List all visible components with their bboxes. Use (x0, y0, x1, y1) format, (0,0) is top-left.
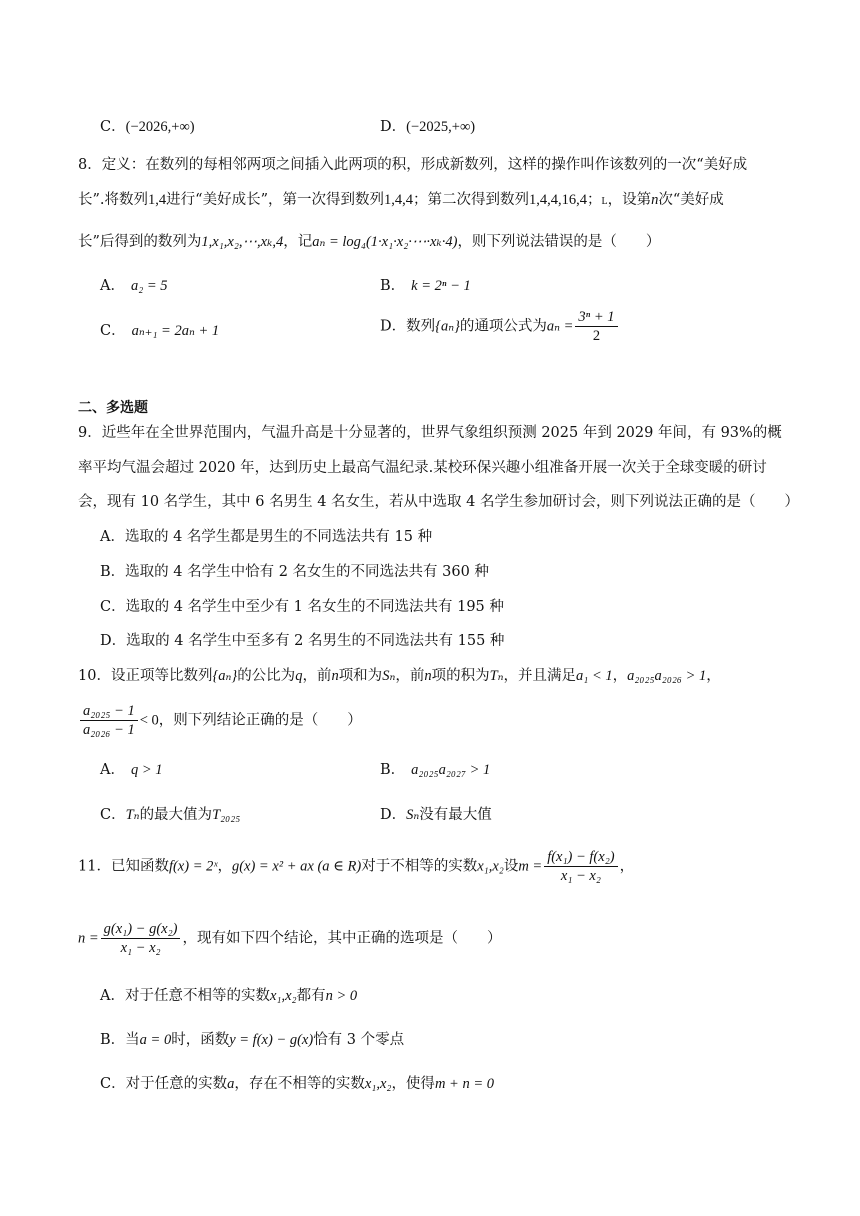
q10-option-d-math: Sₙ (406, 807, 420, 823)
q11-text: 对于不相等的实数 (361, 858, 478, 875)
q11-option-c-math: m + n = 0 (434, 1076, 494, 1092)
q10-text: ，前 (302, 668, 332, 684)
q8-option-d-math: aₙ = (546, 318, 574, 335)
q11-option-c-math: x₁,x₂ (364, 1076, 392, 1092)
q9-line-1: 9．近些年在全世界范围内，气温升高是十分显著的，世界气象组织预测 2025 年到 2029 年间，有 93%的概 (78, 425, 782, 441)
q11-line-1 (78, 848, 634, 885)
q10-text: 的公比为 (237, 668, 296, 684)
q10-text: ， (706, 668, 721, 684)
q11-option-a (100, 986, 357, 1006)
q8-text: ，记 (283, 234, 313, 250)
q10-line-2 (78, 702, 362, 739)
q10-text: ，前 (395, 668, 425, 684)
q8-option-a (100, 276, 168, 296)
q10-text: ， (612, 668, 628, 684)
q11-line-2 (78, 920, 501, 957)
q11-option-b-text: 时，函数 (171, 1032, 230, 1048)
q10-math: {aₙ} (212, 668, 238, 684)
q7-option-c-math: (−2026,+∞) (125, 119, 195, 135)
q10-option-a-math: q > 1 (130, 762, 163, 778)
q9-line-2: 率平均气温会超过 2020 年，达到历史上最高气温纪录.某校环保兴趣小组准备开展一次关于全球变暖的研讨 (78, 460, 767, 476)
q10-text: ，则下列结论正确的是（ ） (158, 712, 362, 729)
q11-option-b-math: y = f(x) − g(x) (229, 1032, 314, 1048)
fraction-denominator: x₁ − x₂ (120, 940, 161, 956)
q10-math: Tₙ (489, 668, 504, 684)
q10-option-c-math: Tₙ (125, 807, 140, 823)
q10-math: a₂₀₂₅a₂₀₂₆ > 1 (627, 668, 707, 684)
q11-option-c-math: a (227, 1076, 235, 1092)
q10-math: < 0 (139, 712, 159, 729)
q10-text: 项的积为 (431, 668, 490, 684)
q10-option-d-label: D． (380, 807, 407, 823)
fraction-numerator: f(x₁) − f(x₂) (544, 848, 617, 867)
q7-option-c-label: C． (100, 119, 126, 135)
q8-math: 1,4,4 (383, 192, 413, 208)
q10-option-d-text: 没有最大值 (419, 807, 492, 823)
q11-option-c-text: ，存在不相等的实数 (234, 1076, 365, 1092)
q10-math: n (331, 668, 339, 684)
q9-line-3: 会，现有 10 名学生，其中 6 名男生 4 名女生，若从中选取 4 名学生参加研讨会，则下列说法正确的是（ ） (78, 494, 799, 510)
q9-option-a: A．选取的 4 名学生都是男生的不同选法共有 15 种 (100, 529, 433, 545)
q8-option-a-math: a₂ = 5 (130, 278, 168, 294)
q8-line-3 (78, 232, 660, 252)
q10-line-1 (78, 666, 721, 686)
q10-option-b-math: a₂₀₂₅a₂₀₂₇ > 1 (411, 762, 491, 778)
q8-text: 次“美好成 (658, 192, 724, 208)
fraction-numerator: g(x₁) − g(x₂) (101, 920, 181, 939)
q11-option-c-text: ，使得 (391, 1076, 435, 1092)
q8-text: 长”.将数列 (78, 192, 149, 208)
q10-option-a (100, 760, 163, 780)
q11-math: x₁,x₂ (477, 858, 504, 875)
q8-option-b (380, 276, 471, 296)
q10-option-d (380, 805, 492, 825)
q7-option-d-label: D． (380, 119, 407, 135)
q8-math: aₙ = log₄(1·x₁·x₂·⋯·xₖ·4) (312, 234, 458, 250)
q10-fraction (80, 702, 138, 739)
q10-text: 项和为 (338, 668, 383, 684)
q10-option-c-text: 的最大值为 (139, 807, 213, 823)
q11-option-c (100, 1074, 494, 1094)
q8-text: ； (586, 192, 602, 208)
q11-option-b-text: B．当 (100, 1032, 140, 1048)
q7-option-c (100, 117, 195, 137)
q11-text: 设 (503, 858, 519, 875)
fraction-numerator: a₂₀₂₅ − 1 (80, 702, 138, 721)
q10-math: Sₙ (382, 668, 396, 684)
q11-text: ， (217, 858, 232, 875)
q11-m-fraction (544, 848, 617, 885)
section-title: 二、多选题 (78, 400, 148, 416)
q11-option-b-math: a = 0 (139, 1032, 172, 1048)
q7-option-d-math: (−2025,+∞) (406, 119, 476, 135)
q8-text: ，设第 (607, 192, 652, 208)
q10-math: a₁ < 1 (576, 668, 613, 684)
q8-option-b-label: B． (380, 278, 406, 294)
fraction-denominator: a₂₀₂₆ − 1 (83, 722, 135, 738)
q8-text: 长”后得到的数列为 (78, 234, 202, 250)
q9-option-c: C．选取的 4 名学生中至少有 1 名女生的不同选法共有 195 种 (100, 599, 504, 615)
q8-option-a-label: A． (100, 278, 125, 294)
q11-math: m = (518, 858, 543, 875)
q10-math: q (295, 668, 303, 684)
q11-n-fraction (101, 920, 181, 957)
q9-option-b: B．选取的 4 名学生中恰有 2 名女生的不同选法共有 360 种 (100, 564, 489, 580)
q8-math: 1,4,4,16,4 (528, 192, 587, 208)
q11-option-b (100, 1030, 404, 1050)
q8-option-d-math: {aₙ} (435, 318, 460, 335)
q10-option-a-label: A． (100, 762, 125, 778)
q11-text: 11．已知函数 (78, 858, 169, 875)
q11-math: n = (78, 930, 99, 947)
q8-option-d-label: D． (380, 318, 407, 335)
q10-option-b-label: B． (380, 762, 406, 778)
q8-option-d (380, 308, 620, 345)
q8-math: 1,4 (148, 192, 167, 208)
q11-text: ， (619, 858, 635, 875)
q11-math: g(x) = x² + ax (a ∈ R) (231, 858, 362, 875)
q11-option-b-text: 恰有 3 个零点 (313, 1032, 405, 1048)
q8-option-c-label: C． (100, 323, 126, 339)
q8-text: ；第二次得到数列 (412, 192, 529, 208)
fraction-denominator: 2 (592, 328, 601, 344)
q8-text: 进行“美好成长”，第一次得到数列 (166, 192, 384, 208)
q11-option-a-text: A．对于任意不相等的实数 (100, 988, 270, 1004)
q8-option-c (100, 321, 219, 341)
fraction-numerator: 3ⁿ + 1 (575, 308, 617, 327)
q8-line-1: 8．定义：在数列的每相邻两项之间插入此两项的积，形成新数列，这样的操作叫作该数列的一次“美好成 (78, 157, 748, 173)
q10-option-c-math: T₂₀₂₅ (212, 807, 241, 823)
q10-math: n (424, 668, 432, 684)
q11-option-a-text: 都有 (296, 988, 326, 1004)
q11-text: ，现有如下四个结论，其中正确的选项是（ ） (182, 930, 502, 947)
q8-math: n (651, 192, 659, 208)
q11-option-c-text: C．对于任意的实数 (100, 1076, 228, 1092)
q10-text: ，并且满足 (503, 668, 577, 684)
q8-math: 1,x₁,x₂,⋯,xₖ,4 (201, 234, 284, 250)
q8-math: L (601, 196, 608, 207)
q8-option-d-fraction (575, 308, 617, 345)
fraction-denominator: x₁ − x₂ (560, 868, 601, 884)
q11-option-a-math: n > 0 (325, 988, 358, 1004)
q11-option-a-math: x₁,x₂ (269, 988, 297, 1004)
q10-option-c-label: C． (100, 807, 126, 823)
q8-option-b-math: k = 2ⁿ − 1 (411, 278, 471, 294)
q9-option-d: D．选取的 4 名学生中至多有 2 名男生的不同选法共有 155 种 (100, 633, 505, 649)
q8-option-d-text: 的通项公式为 (459, 318, 547, 335)
q8-text: ，则下列说法错误的是（ ） (457, 234, 661, 250)
q10-text: 10．设正项等比数列 (78, 668, 213, 684)
q8-line-2 (78, 190, 724, 212)
q8-option-c-math: aₙ₊₁ = 2aₙ + 1 (131, 323, 220, 339)
q11-math: f(x) = 2ˣ (168, 858, 218, 875)
q8-option-d-text: 数列 (406, 318, 436, 335)
q10-option-c (100, 805, 240, 825)
q10-option-b (380, 760, 490, 780)
q7-option-d (380, 117, 475, 137)
